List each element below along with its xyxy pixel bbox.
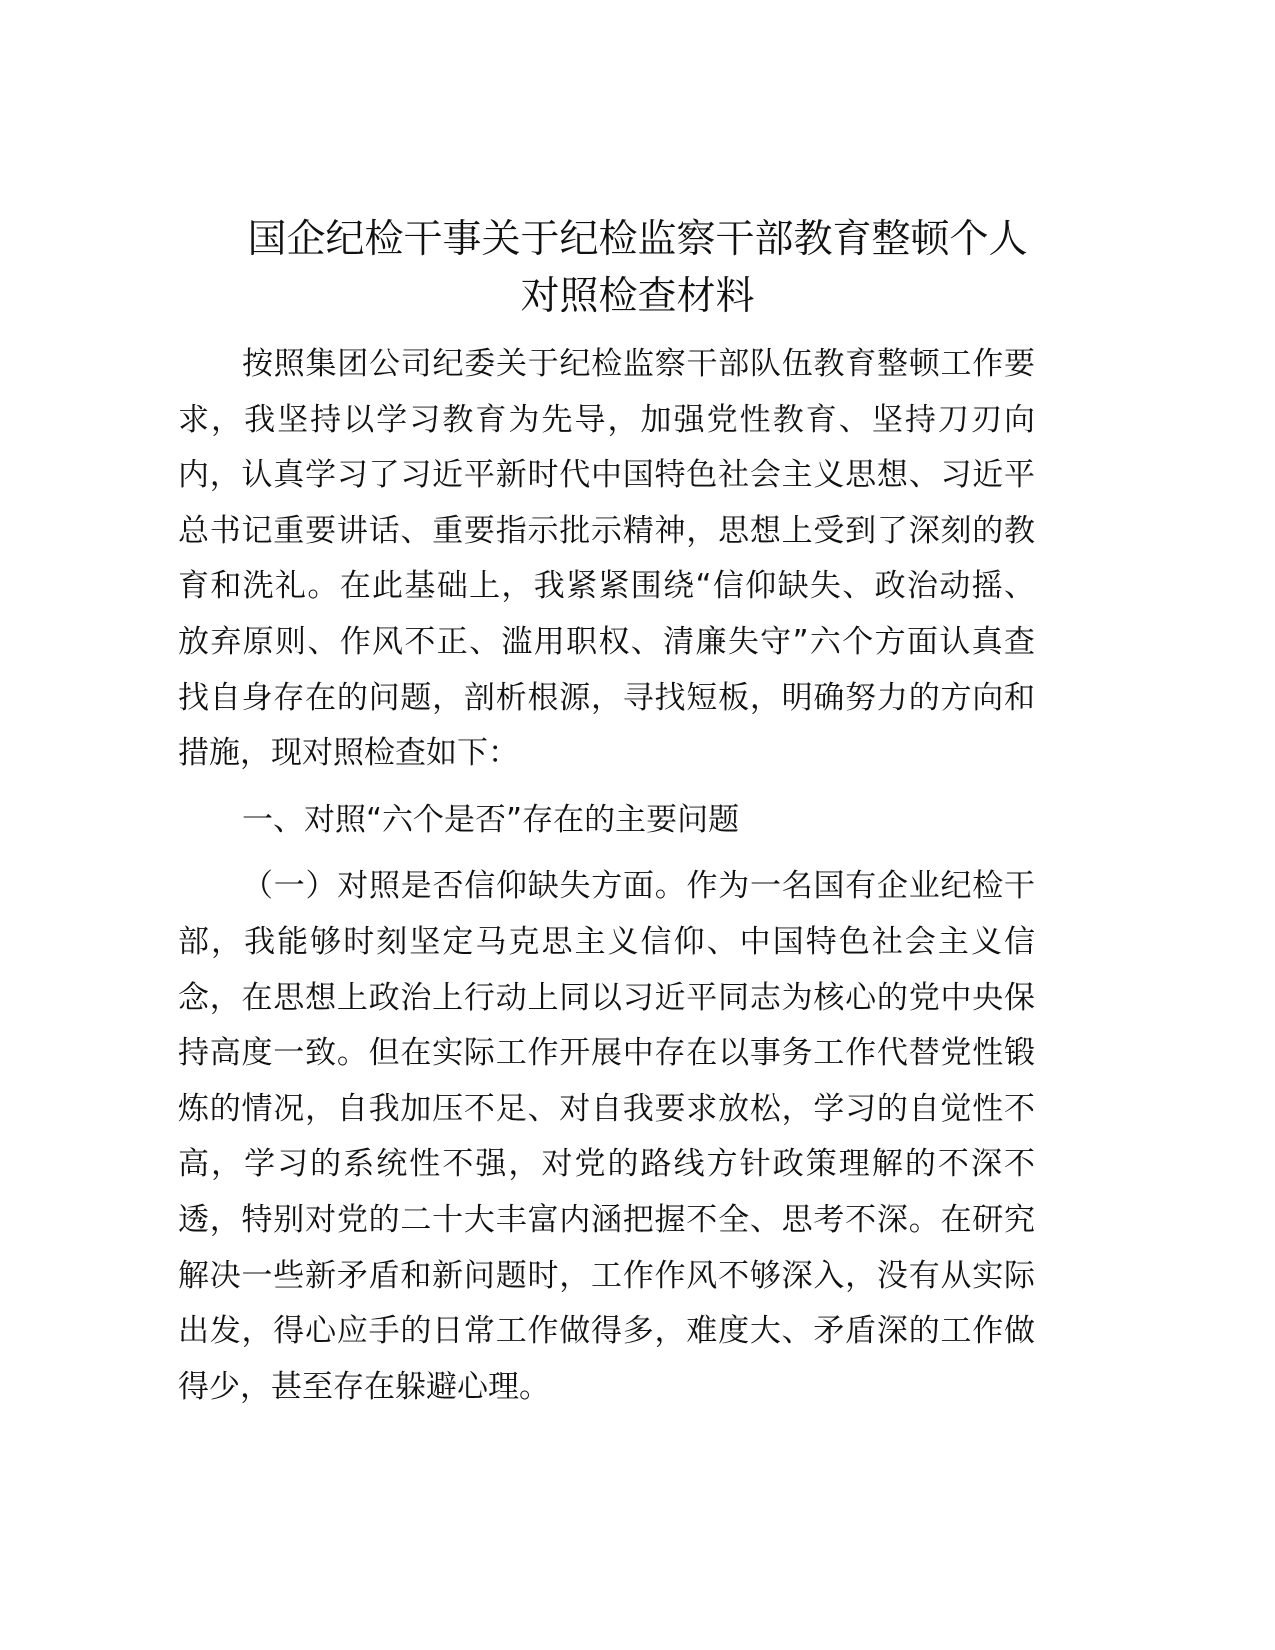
- document-body: [178, 337, 1035, 1415]
- text-line: 高，学习的系统性不强，对党的路线方针政策理解的不深不: [178, 1146, 1035, 1183]
- text-line: 部，我能够时刻坚定马克思主义信仰、中国特色社会主义信: [178, 923, 1035, 960]
- intro-paragraph: [178, 337, 1035, 782]
- text-line: 求，我坚持以学习教育为先导，加强党性教育、坚持刀刃向: [178, 401, 1035, 438]
- text-line: 透，特别对党的二十大丰富内涵把握不全、思考不深。在研究: [178, 1201, 1035, 1238]
- text-line: （一）对照是否信仰缺失方面。作为一名国有企业纪检干: [242, 868, 1035, 905]
- document-title-line-1: 国企纪检干事关于纪检监察干部教育整顿个人: [247, 217, 1028, 262]
- text-line: 持高度一致。但在实际工作开展中存在以事务工作代替党性锻: [178, 1035, 1035, 1072]
- text-line: 总书记重要讲话、重要指示批示精神，思想上受到了深刻的教: [178, 512, 1035, 549]
- text-line: 解决一些新矛盾和新问题时，工作作风不够深入，没有从实际: [178, 1257, 1035, 1294]
- text-line: 出发，得心应手的日常工作做得多，难度大、矛盾深的工作做: [178, 1313, 1035, 1350]
- text-line: 念，在思想上政治上行动上同以习近平同志为核心的党中央保: [178, 979, 1035, 1016]
- text-line: 放弃原则、作风不正、滥用职权、清廉失守”六个方面认真查: [178, 623, 1035, 660]
- text-line: 育和洗礼。在此基础上，我紧紧围绕“信仰缺失、政治动摇、: [178, 568, 1035, 605]
- section-heading: 一、对照“六个是否”存在的主要问题: [242, 801, 740, 838]
- section-1-paragraph: [178, 859, 1035, 1415]
- text-line: 找自身存在的问题，剖析根源，寻找短板，明确努力的方向和: [178, 679, 1035, 716]
- text-line: 得少，甚至存在躲避心理。: [178, 1368, 550, 1405]
- text-line: 炼的情况，自我加压不足、对自我要求放松，学习的自觉性不: [178, 1090, 1035, 1127]
- text-line: 内，认真学习了习近平新时代中国特色社会主义思想、习近平: [178, 457, 1035, 494]
- text-line: 措施，现对照检查如下：: [178, 735, 519, 772]
- document-title-line-2: 对照检查材料: [520, 274, 755, 319]
- text-line: 按照集团公司纪委关于纪检监察干部队伍教育整顿工作要: [242, 346, 1035, 382]
